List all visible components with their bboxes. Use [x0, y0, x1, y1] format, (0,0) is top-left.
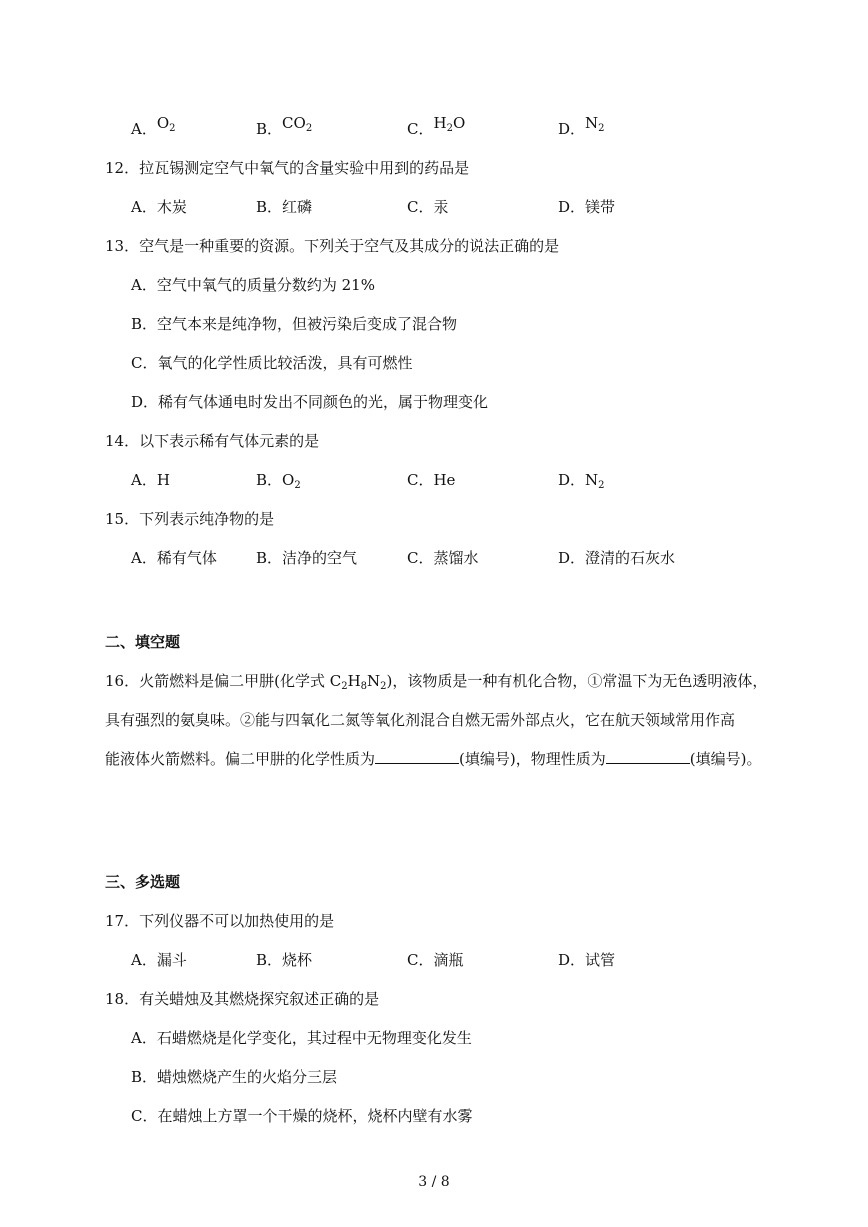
formula: O	[452, 114, 466, 132]
q17-option-b: B．烧杯	[256, 951, 313, 969]
option-label: C．	[407, 120, 434, 138]
q11-option-d	[558, 114, 605, 139]
subscript: 2	[341, 681, 348, 692]
subscript: 2	[305, 123, 313, 134]
q15-option-a: A．稀有气体	[131, 549, 217, 567]
option-label: D．	[558, 120, 586, 138]
q13-option-b: B．空气本来是纯净物，但被污染后变成了混合物	[131, 315, 458, 333]
q16-line-3	[105, 749, 761, 769]
q16-text: (填编号)，物理性质为	[459, 750, 606, 768]
subscript: 2	[380, 681, 387, 692]
subscript: 2	[598, 480, 605, 491]
q12-stem: 12．拉瓦锡测定空气中氧气的含量实验中用到的药品是	[105, 159, 470, 177]
q12-option-c: C．汞	[407, 198, 449, 216]
q12-option-d: D．镁带	[558, 198, 616, 216]
q15-option-d: D．澄清的石灰水	[558, 549, 676, 567]
q18-option-c: C．在蜡烛上方罩一个干燥的烧杯，烧杯内壁有水雾	[131, 1107, 473, 1125]
q18-stem: 18．有关蜡烛及其燃烧探究叙述正确的是	[105, 990, 380, 1008]
q18-option-b: B．蜡烛燃烧产生的火焰分三层	[131, 1068, 338, 1086]
q14-option-c: C．He	[407, 471, 456, 489]
q14-option-b	[256, 470, 301, 490]
section-title-fill-in: 二、填空题	[105, 633, 181, 651]
page-number: 3 / 8	[418, 1174, 450, 1190]
q17-option-d: D．试管	[558, 951, 616, 969]
q16-text: 能液体火箭燃料。偏二甲肼的化学性质为	[105, 750, 376, 768]
answer-blank-physical[interactable]	[606, 749, 690, 764]
q14-option-a: A．H	[131, 471, 170, 489]
q13-stem: 13．空气是一种重要的资源。下列关于空气及其成分的说法正确的是	[105, 237, 560, 255]
q14-option-d	[558, 470, 605, 490]
q17-option-c: C．滴瓶	[407, 951, 464, 969]
q18-option-a: A．石蜡燃烧是化学变化，其过程中无物理变化发生	[131, 1029, 472, 1047]
q16-text: H	[347, 672, 361, 690]
q17-stem: 17．下列仪器不可以加热使用的是	[105, 912, 335, 930]
q11-option-a	[131, 114, 176, 139]
formula: H	[433, 114, 447, 132]
subscript: 2	[598, 123, 605, 134]
q16-text: (填编号)。	[689, 750, 762, 768]
formula: N	[585, 114, 599, 132]
subscript: 8	[360, 681, 368, 692]
q15-option-b: B．洁净的空气	[256, 549, 358, 567]
option-text: D．N	[558, 471, 599, 489]
q13-option-d: D．稀有气体通电时发出不同颜色的光，属于物理变化	[131, 393, 489, 411]
q16-text: N	[367, 672, 381, 690]
q16-line-2: 具有强烈的氨臭味。②能与四氧化二氮等氧化剂混合自燃无需外部点火，它在航天领域常用作高	[105, 711, 736, 729]
subscript: 2	[169, 123, 176, 134]
q15-stem: 15．下列表示纯净物的是	[105, 510, 275, 528]
q13-option-c: C．氧气的化学性质比较活泼，具有可燃性	[131, 354, 413, 372]
option-text: B．O	[256, 471, 295, 489]
formula: CO	[282, 114, 306, 132]
q14-stem: 14．以下表示稀有气体元素的是	[105, 432, 320, 450]
q16-text: )，该物质是一种有机化合物，①常温下为无色透明液体，	[386, 672, 768, 690]
q15-option-c: C．蒸馏水	[407, 549, 479, 567]
subscript: 2	[294, 480, 301, 491]
option-label: B．	[256, 120, 283, 138]
q12-option-b: B．红磷	[256, 198, 313, 216]
q16-text: 16．火箭燃料是偏二甲肼(化学式 C	[105, 672, 342, 690]
answer-blank-chemical[interactable]	[375, 749, 459, 764]
section-title-multi-choice: 三、多选题	[105, 873, 181, 891]
formula: O	[156, 114, 170, 132]
subscript: 2	[446, 123, 453, 134]
q11-option-c	[407, 114, 466, 139]
q11-option-b	[256, 114, 313, 139]
q13-option-a: A．空气中氧气的质量分数约为 21%	[131, 276, 375, 294]
option-label: A．	[131, 120, 157, 138]
q17-option-a: A．漏斗	[131, 951, 187, 969]
q16-line-1	[105, 671, 767, 691]
q12-option-a: A．木炭	[131, 198, 187, 216]
